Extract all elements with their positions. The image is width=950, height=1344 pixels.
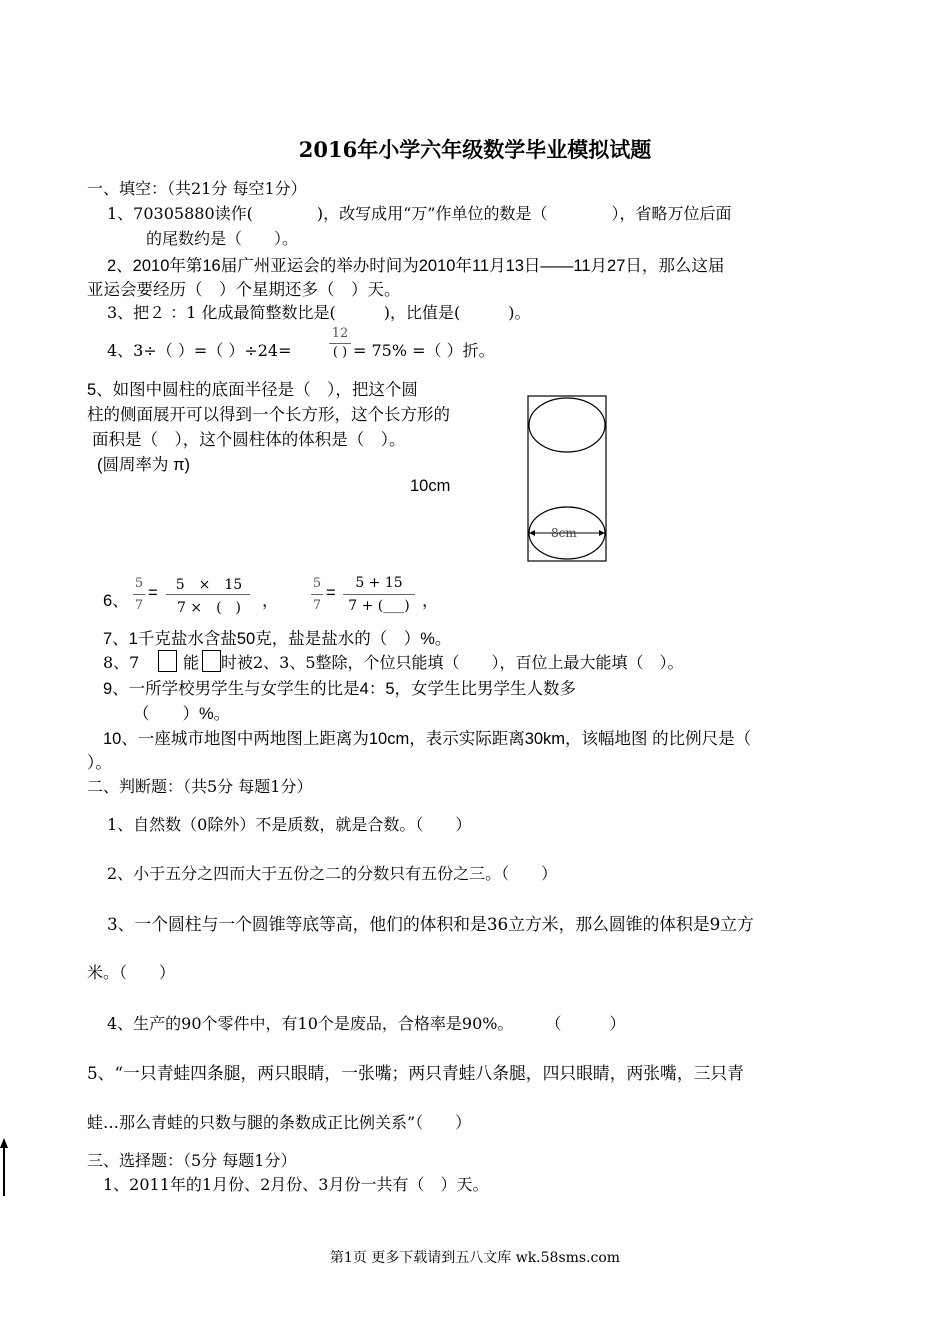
question-8-suffix: 时被2、3、5整除，个位只能填（ ），百位上最大能填（ ）。: [221, 653, 684, 672]
cylinder-top-ellipse: [529, 398, 605, 452]
question-8-middle: 能: [183, 653, 200, 672]
question-6-frac4-denominator: 7 + (___): [348, 598, 410, 614]
question-6-frac3-denominator: 7: [312, 598, 322, 613]
question-5-line-1: 5、如图中圆柱的底面半径是（ ），把这个圆: [87, 381, 418, 399]
question-6-frac1-numerator: 5: [134, 576, 144, 591]
question-1-line-1: 1、70305880读作( )，改写成用“万”作单位的数是（ ），省略万位后面: [107, 204, 732, 223]
question-7: 7、1千克盐水含盐50克，盐是盐水的（ ）%。: [103, 630, 452, 648]
question-6-frac2-denominator: 7 × ( ): [176, 600, 241, 616]
judge-question-1: 1、自然数（0除外）不是质数，就是合数。（ ）: [107, 815, 472, 834]
question-6-frac3-numerator: 5: [312, 576, 322, 591]
section-2-heading: 二、判断题：（共5分 每题1分）: [87, 777, 313, 796]
cylinder-height-label: 10cm: [410, 477, 451, 495]
question-4-fraction-denominator: ( ): [332, 345, 348, 360]
judge-question-3-line-2: 米。（ ）: [87, 963, 176, 982]
question-6-frac3-bar: [311, 594, 323, 595]
page-title: 2016年小学六年级数学毕业模拟试题: [298, 137, 652, 162]
judge-question-5-line-2: 蛙…那么青蛙的只数与腿的条数成正比例关系”（ ）: [87, 1113, 472, 1132]
answer-box-1[interactable]: [158, 650, 177, 672]
margin-arrow-icon: [0, 1138, 10, 1196]
question-2-line-2: 亚运会要经历（ ）个星期还多（ ）天。: [87, 281, 401, 299]
question-4-fraction-numerator: 12: [331, 326, 349, 341]
question-5-line-2: 柱的侧面展开可以得到一个长方形，这个长方形的: [87, 406, 450, 424]
judge-question-3-line-1: 3、一个圆柱与一个圆锥等底等高，他们的体积和是36立方米，那么圆锥的体积是9立方: [107, 914, 754, 934]
cylinder-diameter-label: 8cm: [551, 526, 577, 540]
question-1-line-2: 的尾数约是（ ）。: [146, 229, 299, 248]
question-2-line-1: 2、2010年第16届广州亚运会的举办时间为2010年11月13日——11月27日，那么这届: [107, 257, 725, 275]
answer-box-2[interactable]: [202, 650, 221, 672]
page-footer: 第1页 更多下载请到五八文库 wk.58sms.com: [329, 1250, 621, 1266]
question-6-label: 6、: [103, 592, 129, 610]
question-9-line-2: （ ）%。: [133, 705, 231, 723]
question-9-line-1: 9、一所学校男学生与女学生的比是4：5，女学生比男学生人数多: [103, 680, 577, 698]
question-6-frac2-numerator: 5 × 15: [175, 577, 243, 593]
diameter-arrow-right: [599, 530, 605, 536]
question-6-frac1-bar: [133, 594, 145, 595]
question-10-line-2: ）。: [87, 754, 112, 772]
question-10-line-1: 10、一座城市地图中两地图上距离为10cm，表示实际距离30km，该幅地图 的比例尺是（: [103, 730, 752, 748]
judge-question-4: 4、生产的90个零件中，有10个是废品，合格率是90%。 （ ）: [107, 1014, 626, 1033]
question-5-line-3: 面积是（ ），这个圆柱体的体积是（ ）。: [92, 431, 406, 449]
question-6-frac4-bar: [343, 594, 415, 595]
choice-question-1: 1、2011年的1月份、2月份、3月份一共有（ ）天。: [103, 1175, 489, 1194]
question-8-prefix: 8、7: [103, 653, 140, 672]
question-6-frac4-numerator: 5 + 15: [355, 575, 403, 591]
question-3: 3、把２ ：1 化成最简整数比是( )，比值是( )。: [107, 303, 531, 322]
question-5-line-4: (圆周率为 π): [97, 456, 190, 474]
question-6-equals-1: =: [148, 584, 158, 602]
question-4-fraction-bar: [329, 343, 351, 344]
question-6-frac2-bar: [166, 594, 250, 595]
question-6-frac1-denominator: 7: [134, 598, 144, 613]
cylinder-figure: [520, 390, 616, 570]
judge-question-5-line-1: 5、“一只青蛙四条腿，两只眼睛，一张嘴；两只青蛙八条腿，四只眼睛，两张嘴，三只青: [87, 1063, 744, 1083]
question-6-comma-1: ，: [262, 592, 279, 610]
question-6-equals-2: =: [326, 584, 336, 602]
section-1-heading: 一、填空：（共21分 每空1分）: [87, 179, 307, 198]
question-4-right: = 75% =（ ）折。: [353, 341, 495, 360]
section-3-heading: 三、选择题：（5分 每题1分）: [87, 1151, 297, 1170]
judge-question-2: 2、小于五分之四而大于五份之二的分数只有五份之三。（ ）: [107, 864, 558, 883]
diameter-arrow-left: [529, 530, 535, 536]
question-4-left: 4、3÷（ ）=（ ）÷24=: [107, 341, 292, 360]
question-6-comma-2: ，: [422, 592, 439, 610]
